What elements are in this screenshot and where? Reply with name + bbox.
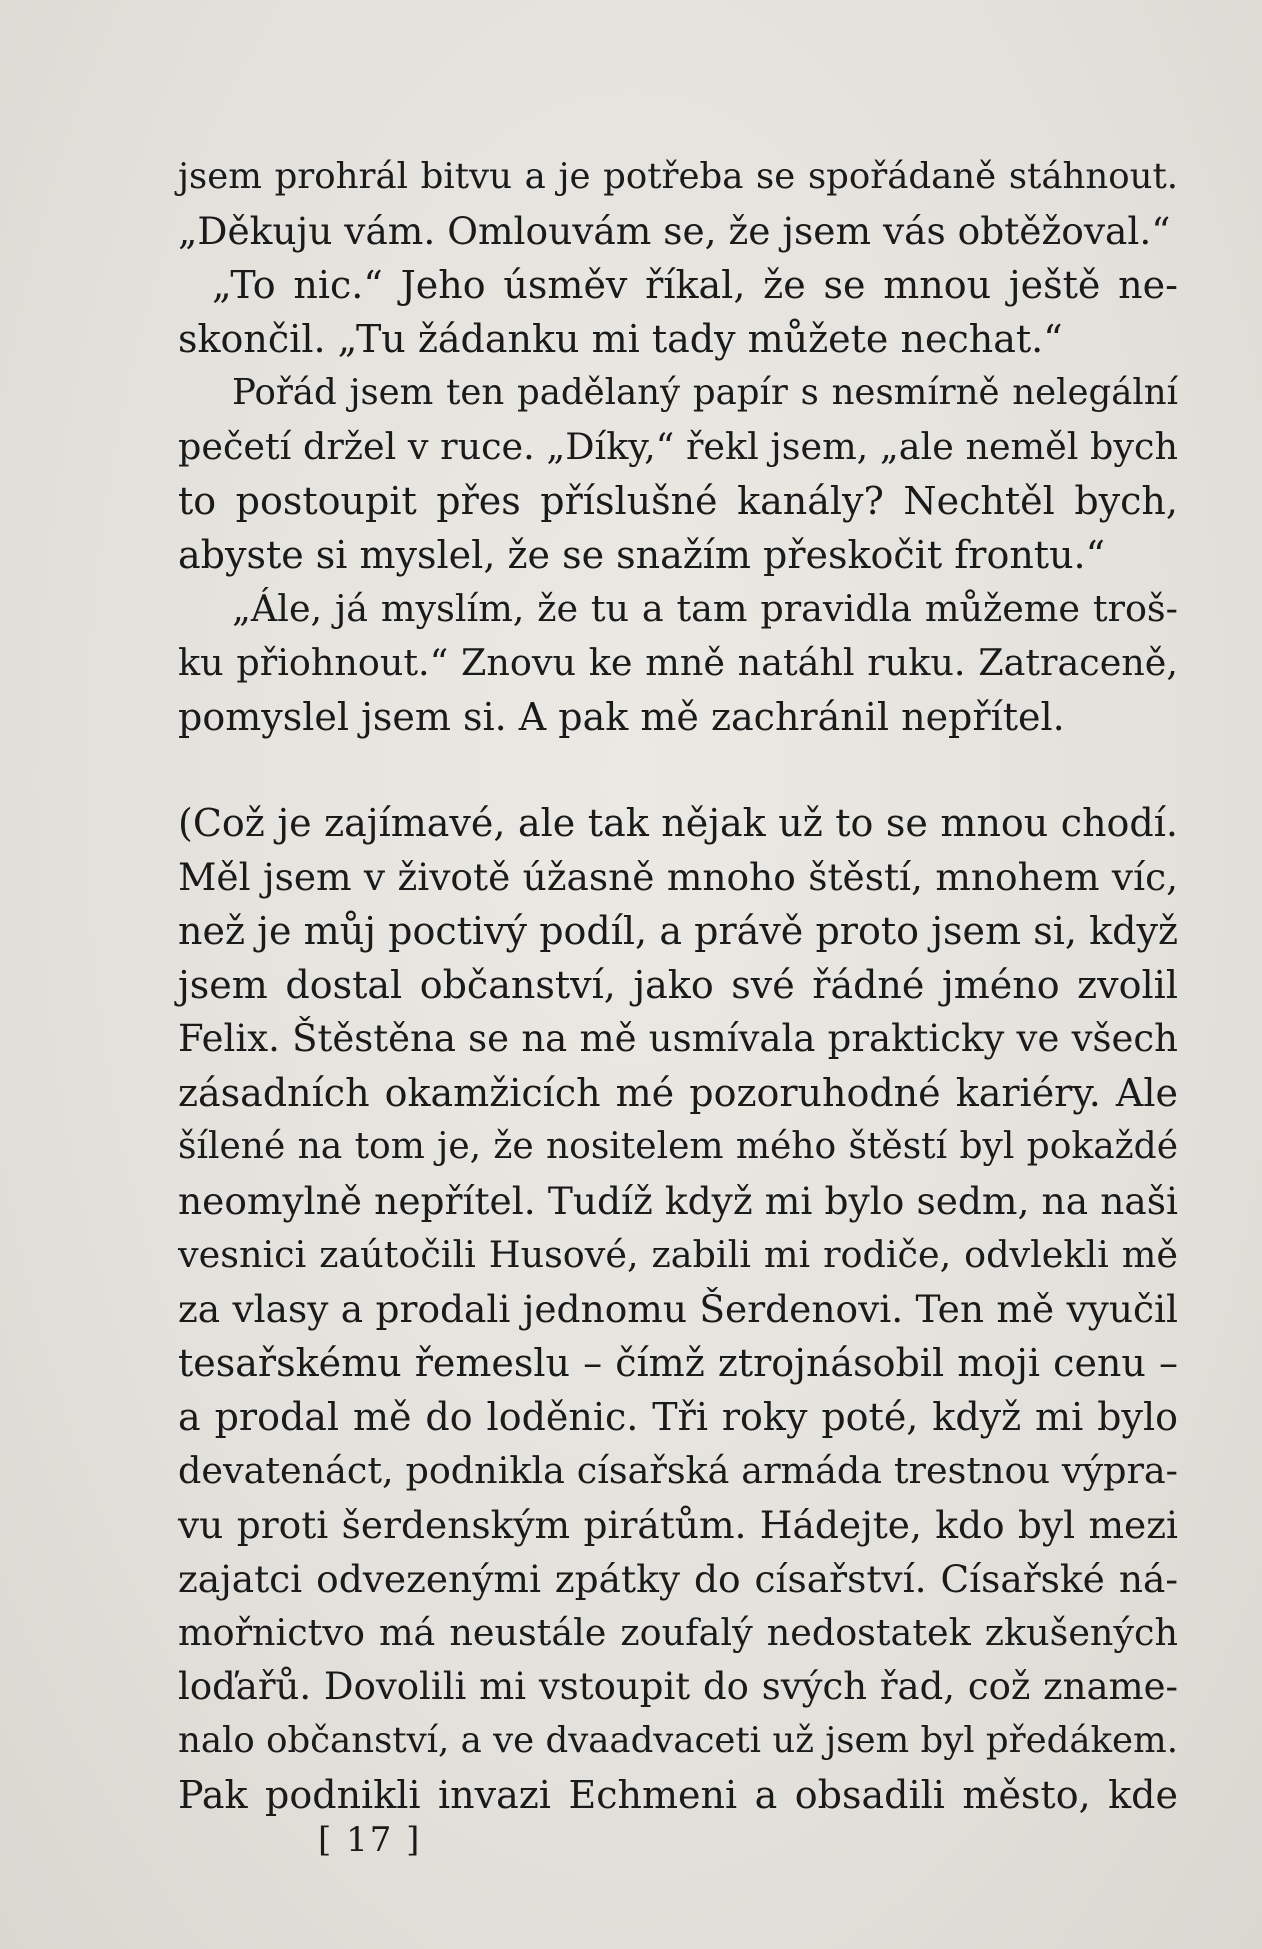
text-line: nalo občanství, a ve dvaadvaceti už jsem byl předákem. <box>178 1720 1178 1761</box>
text-line: „Děkuju vám. Omlouvám se, že jsem vás obtěžoval.“ <box>178 209 1171 253</box>
text-line: vesnici zaútočili Husové, zabili mi rodiče, odvlekli mě <box>178 1233 1178 1276</box>
text-line: ku přiohnout.“ Znovu ke mně natáhl ruku. Zatraceně, <box>178 641 1178 684</box>
text-line: skončil. „Tu žádanku mi tady můžete nechat.“ <box>178 317 1063 361</box>
text-line: „Ále, já myslím, že tu a tam pravidla můžeme troš- <box>232 587 1178 630</box>
body-text <box>178 150 1178 1822</box>
text-line: pečetí držel v ruce. „Díky,“ řekl jsem, „ale neměl bych <box>178 425 1178 468</box>
text-line: loďařů. Dovolili mi vstoupit do svých řad, což zname- <box>178 1665 1178 1708</box>
text-line: jsem dostal občanství, jako své řádné jméno zvolil <box>178 963 1178 1007</box>
text-line: zásadních okamžicích mé pozoruhodné kariéry. Ale <box>178 1071 1178 1115</box>
text-line: devatenáct, podnikla císařská armáda trestnou výpra- <box>178 1449 1178 1492</box>
text-line: jsem prohrál bitvu a je potřeba se spořádaně stáhnout. <box>178 156 1178 197</box>
text-line: za vlasy a prodali jednomu Šerdenovi. Ten mě vyučil <box>178 1287 1178 1331</box>
text-line: Pořád jsem ten padělaný papír s nesmírně nelegální <box>232 372 1178 413</box>
text-line: než je můj poctivý podíl, a právě proto jsem si, když <box>178 909 1178 953</box>
text-line: Pak podnikli invazi Echmeni a obsadili město, kde <box>178 1773 1178 1817</box>
text-line: pomyslel jsem si. A pak mě zachránil nepřítel. <box>178 695 1065 739</box>
text-line: a prodal mě do loděnic. Tři roky poté, když mi bylo <box>178 1395 1178 1439</box>
text-line: tesařskému řemeslu – čímž ztrojnásobil moji cenu – <box>178 1341 1178 1385</box>
text-line: to postoupit přes příslušné kanály? Nechtěl bych, <box>178 479 1178 523</box>
section-break <box>178 744 1178 796</box>
text-line: Měl jsem v životě úžasně mnoho štěstí, mnohem víc, <box>178 855 1178 899</box>
text-line: abyste si myslel, že se snažím přeskočit frontu.“ <box>178 533 1106 577</box>
text-line: zajatci odvezenými zpátky do císařství. Císařské ná- <box>178 1557 1178 1601</box>
text-line: vu proti šerdenským pirátům. Hádejte, kdo byl mezi <box>178 1503 1178 1547</box>
text-line: mořnictvo má neustále zoufalý nedostatek zkušených <box>178 1611 1178 1654</box>
text-line: neomylně nepřítel. Tudíž když mi bylo sedm, na naši <box>178 1179 1178 1223</box>
text-line: Felix. Štěstěna se na mě usmívala prakticky ve všech <box>178 1017 1178 1060</box>
text-line: (Což je zajímavé, ale tak nějak už to se mnou chodí. <box>178 801 1178 845</box>
text-line: „To nic.“ Jeho úsměv říkal, že se mnou ještě ne- <box>212 263 1178 307</box>
page-number: [ 17 ] <box>318 1820 422 1860</box>
text-line: šílené na tom je, že nositelem mého štěstí byl pokaždé <box>178 1126 1178 1167</box>
